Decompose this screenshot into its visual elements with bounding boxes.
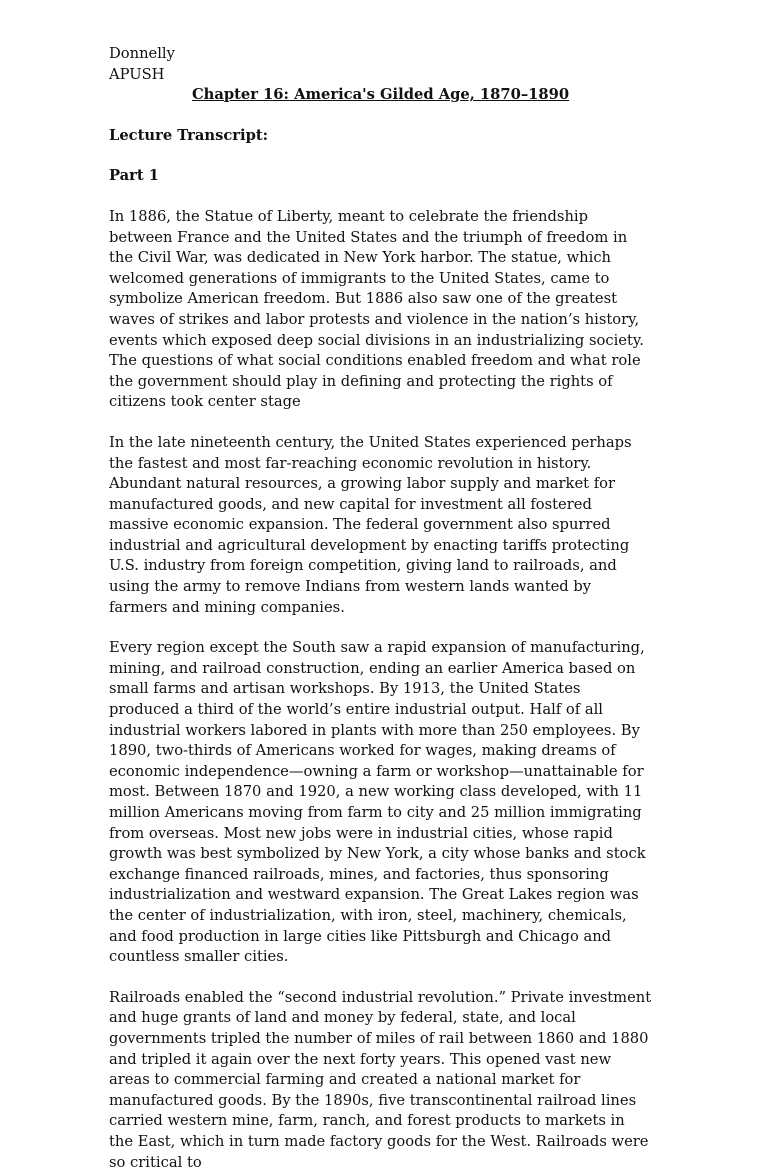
document-title: Chapter 16: America's Gilded Age, 1870–1890: [191, 86, 570, 104]
paragraph-4: Railroads enabled the “second industrial revolution.” Private investment and huge grants of land and money by federal, state, and local governments tripled the number of miles of rail between 1860 and 1880 and tripled it again over the next forty years. This opened vast new areas to commercial farming and created a national market for manufactured goods. By the 1890s, five transcontinental railroad lines carried western mine, farm, ranch, and forest products to markets in the East, which in turn made factory goods for the West. Railroads were so critical to: [109, 988, 652, 1171]
paragraph-2: In the late nineteenth century, the United States experienced perhaps the fastest and most far-reaching economic revolution in history. Abundant natural resources, a growing labor supply and market for manufactured goods, and new capital for investment all fostered massive economic expansion. The federal government also spurred industrial and agricultural development by enacting tariffs protecting U.S. industry from foreign competition, giving land to railroads, and using the army to remove Indians from western lands wanted by farmers and mining companies.: [109, 433, 632, 616]
paragraph-3: Every region except the South saw a rapid expansion of manufacturing, mining, and railroad construction, ending an earlier America based on small farms and artisan workshops. By 1913, the United States produced a third of the world’s entire industrial output. Half of all industrial workers labored in plants with more than 250 employees. By 1890, two-thirds of Americans worked for wages, making dreams of economic independence—owning a farm or workshop—unattainable for most. Between 1870 and 1920, a new working class developed, with 11 million Americans moving from farm to city and 25 million immigrating from overseas. Most new jobs were in industrial cities, whose rapid growth was best symbolized by New York, a city whose banks and stock exchange financed railroads, mines, and factories, thus sponsoring industrialization and westward expansion. The Great Lakes region was the center of industrialization, with iron, steel, machinery, chemicals, and food production in large cities like Pittsburgh and Chicago and countless smaller cities.: [109, 639, 646, 966]
part-heading: Part 1: [109, 167, 160, 185]
course-name: APUSH: [109, 65, 165, 83]
author-name: Donnelly: [109, 45, 175, 62]
paragraph-1: In 1886, the Statue of Liberty, meant to celebrate the friendship between France and the United States and the triumph of freedom in the Civil War, was dedicated in New York harbor. The statue, which welcomed generations of immigrants to the United States, came to symbolize American freedom. But 1886 also saw one of the greatest waves of strikes and labor protests and violence in the nation’s history, events which exposed deep social divisions in an industrializing society. The questions of what social conditions enabled freedom and what role the government should play in defining and protecting the rights of citizens took center stage: [109, 207, 644, 411]
section-label: Lecture Transcript:: [109, 126, 269, 144]
